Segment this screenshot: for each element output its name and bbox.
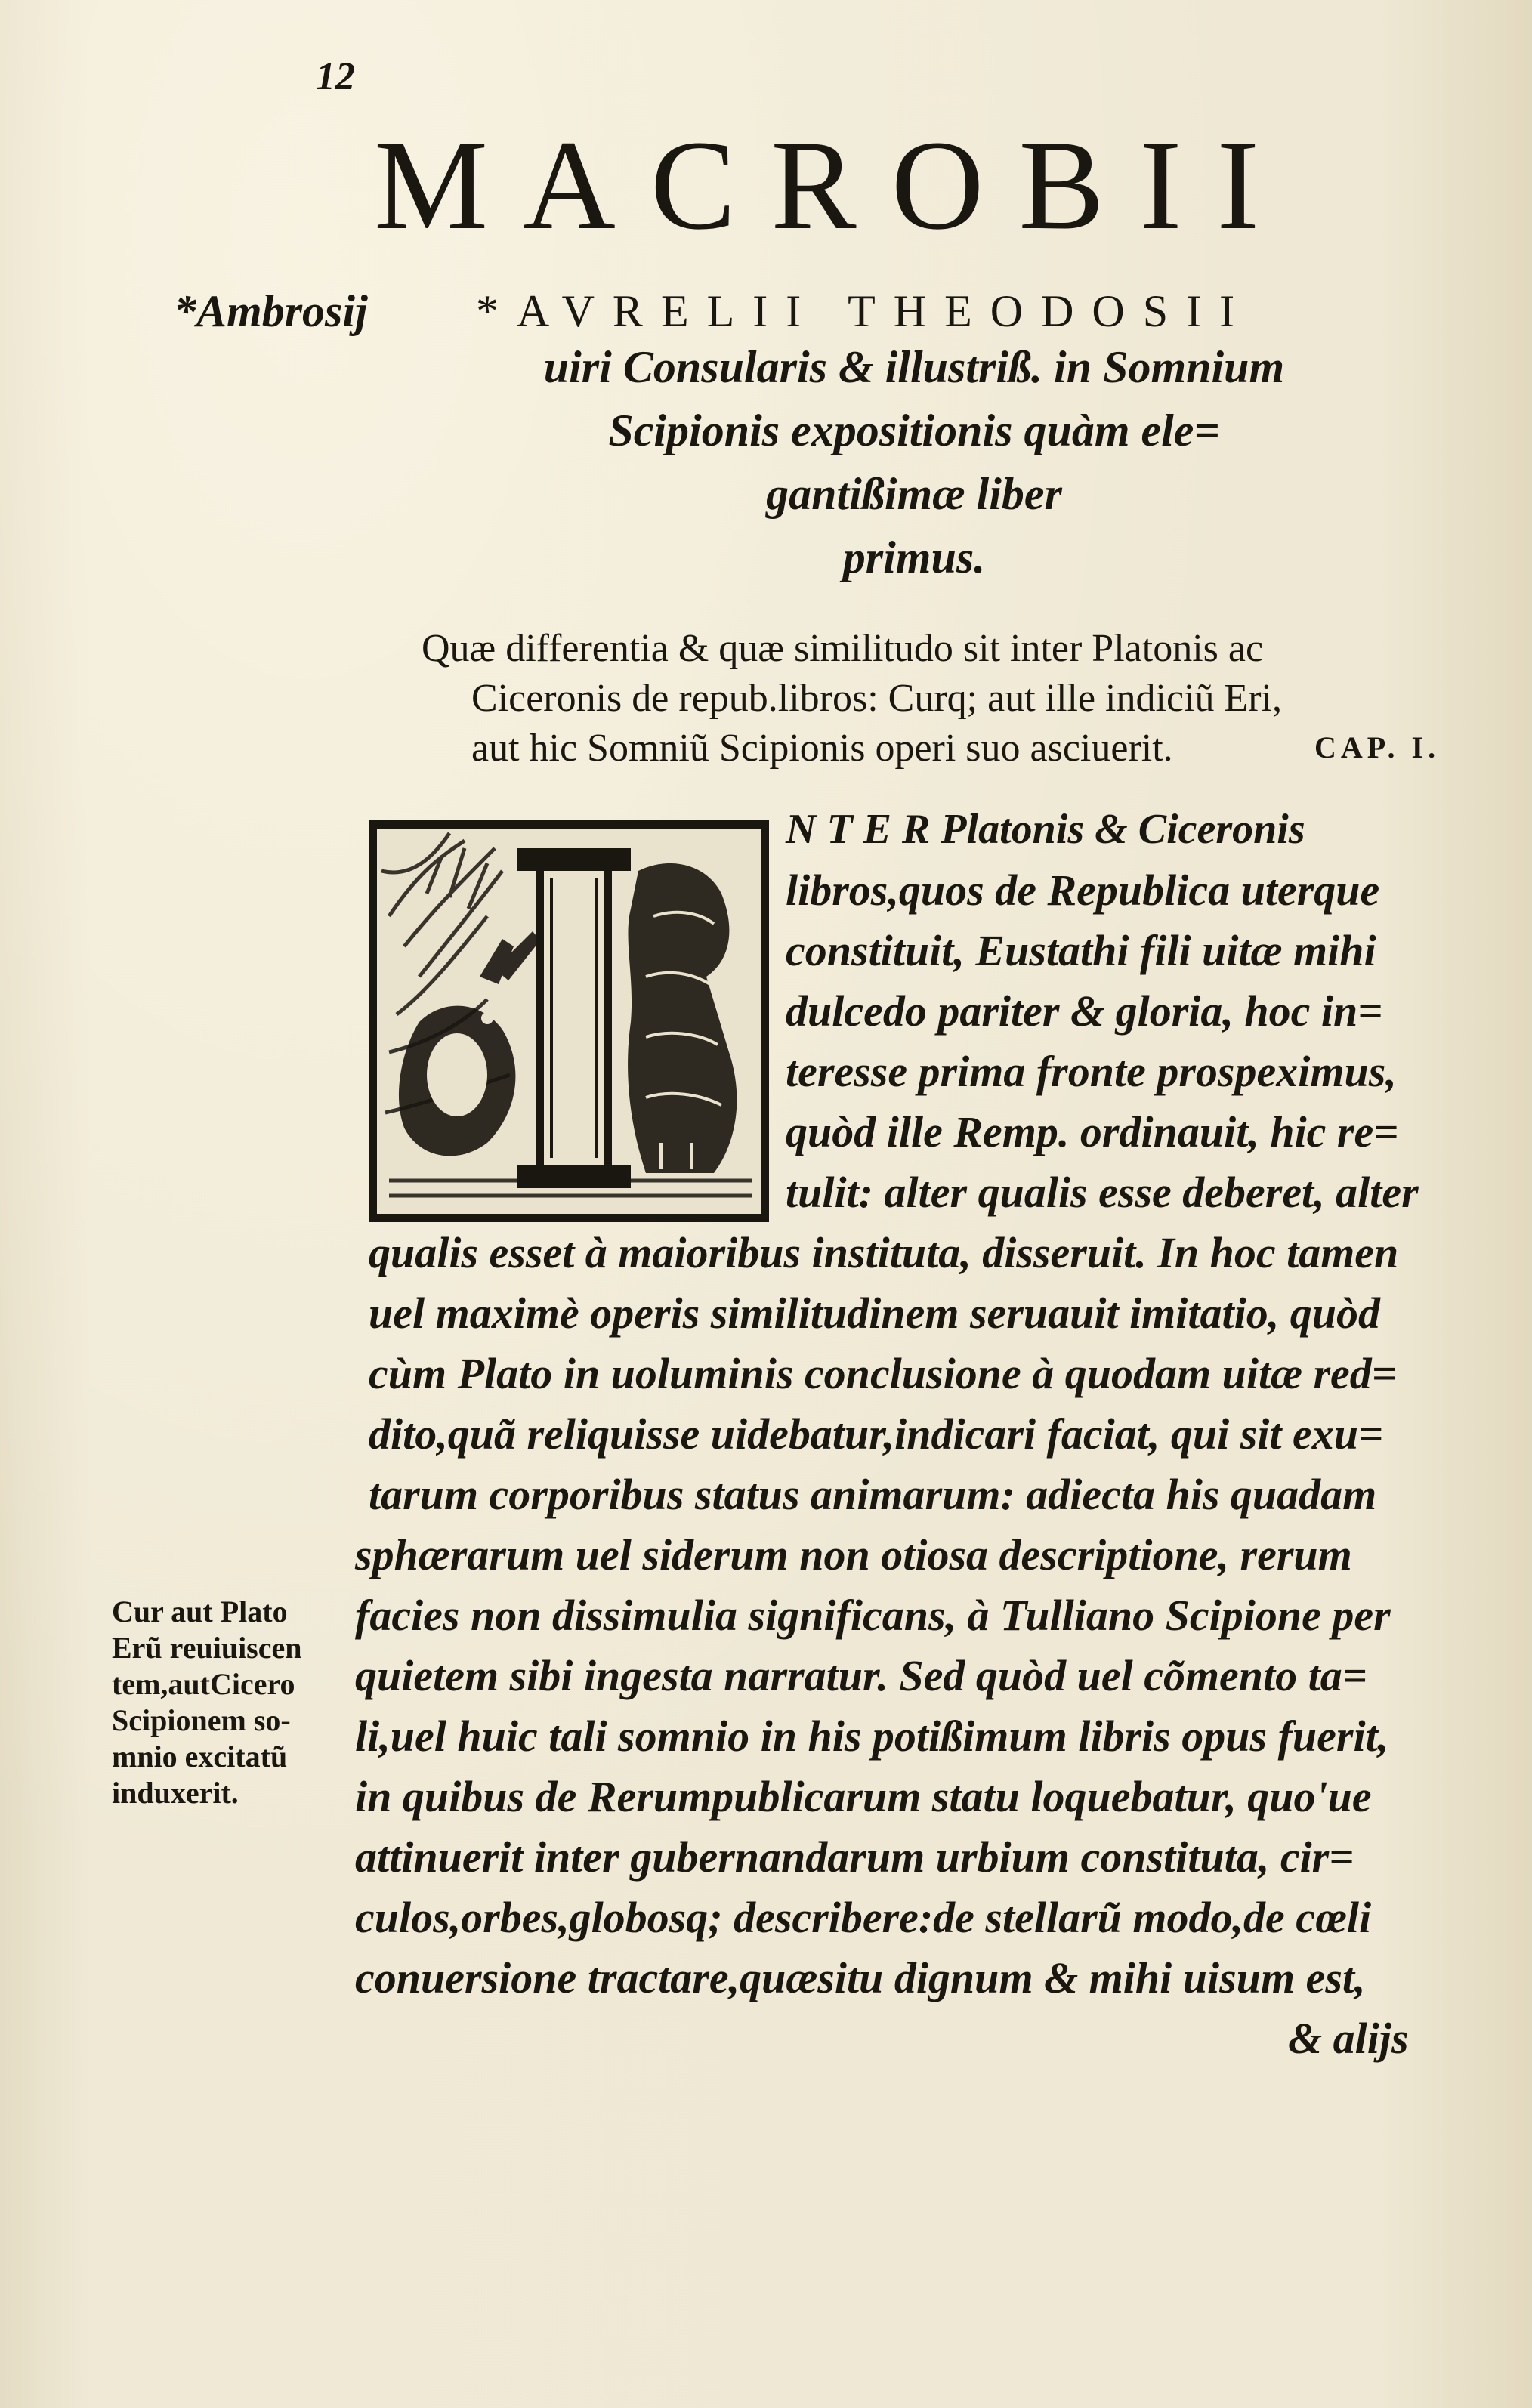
body-line-6: quòd ille Remp. ordinauit, hic re= <box>786 1107 1399 1156</box>
body-line-4: dulcedo pariter & gloria, hoc in= <box>786 986 1383 1036</box>
decorated-initial-woodcut <box>369 820 769 1222</box>
body-line-19: culos,orbes,globosq; describere:de stellarũ modo,de cœli <box>355 1893 1372 1942</box>
chapter-summary-line-3: aut hic Somniũ Scipionis operi suo asciuerit. <box>471 727 1173 770</box>
body-line-12: tarum corporibus status animarum: adiecta his quadam <box>369 1470 1377 1519</box>
body-line-9: uel maximè operis similitudinem seruauit imitatio, quòd <box>369 1289 1381 1338</box>
side-note-line-3: tem,autCicero <box>112 1667 295 1701</box>
body-line-15: quietem sibi ingesta narratur. Sed quòd uel cõmento ta= <box>355 1651 1367 1700</box>
body-line-18: attinuerit inter gubernandarum urbium constituta, cir= <box>355 1832 1354 1882</box>
side-note-line-6: induxerit. <box>112 1776 239 1810</box>
chapter-label: CAP. I. <box>1314 730 1441 764</box>
chapter-summary-line-2: Ciceronis de repub.libros: Curq; aut ille indiciũ Eri, <box>471 677 1283 720</box>
body-line-7: tulit: alter qualis esse deberet, alter <box>786 1168 1419 1217</box>
catchword: & alijs <box>1288 2014 1409 2063</box>
body-line-16: li,uel huic tali somnio in his potißimum libris opus fuerit, <box>355 1712 1389 1761</box>
page-title: MACROBII <box>374 114 1295 256</box>
page-number: 12 <box>316 55 355 98</box>
side-note-line-2: Erũ reuiuiscen <box>112 1631 302 1665</box>
body-line-8: qualis esset à maioribus instituta, disseruit. In hoc tamen <box>369 1228 1399 1277</box>
body-line-1: N T E R Platonis & Ciceronis <box>786 806 1305 853</box>
subtitle-line-5: primus. <box>842 533 986 582</box>
body-line-20: conuersione tractare,quæsitu dignum & mihi uisum est, <box>355 1953 1366 2002</box>
body-line-3: constituit, Eustathi fili uitæ mihi <box>786 926 1376 975</box>
subtitle-line-2: uiri Consularis & illustriß. in Somnium <box>543 342 1285 392</box>
side-note-line-1: Cur aut Plato <box>112 1595 288 1628</box>
chapter-summary-line-1: Quæ differentia & quæ similitudo sit inter Platonis ac <box>422 627 1264 670</box>
subtitle-line-3: Scipionis expositionis quàm ele= <box>608 406 1220 455</box>
woodcut-illustration <box>374 826 764 1217</box>
margin-note-ambrosii: *Ambrosij <box>174 286 368 336</box>
body-line-2: libros,quos de Republica uterque <box>786 866 1380 915</box>
body-line-17: in quibus de Rerumpublicarum statu loquebatur, quo'ue <box>355 1772 1372 1821</box>
body-line-11: dito,quã reliquisse uidebatur,indicari faciat, qui sit exu= <box>369 1409 1384 1459</box>
body-line-13: sphærarum uel siderum non otiosa descriptione, rerum <box>355 1530 1352 1579</box>
side-note-line-5: mnio excitatũ <box>112 1740 288 1774</box>
body-line-5: teresse prima fronte prospeximus, <box>786 1047 1397 1096</box>
body-line-14: facies non dissimulia significans, à Tulliano Scipione per <box>355 1591 1391 1640</box>
body-line-10: cùm Plato in uoluminis conclusione à quodam uitæ red= <box>369 1349 1397 1398</box>
subtitle-line-4: gantißimæ liber <box>766 469 1062 519</box>
side-note-line-4: Scipionem so- <box>112 1703 291 1737</box>
subtitle-line-1: *AVRELII THEODOSII <box>476 286 1253 336</box>
